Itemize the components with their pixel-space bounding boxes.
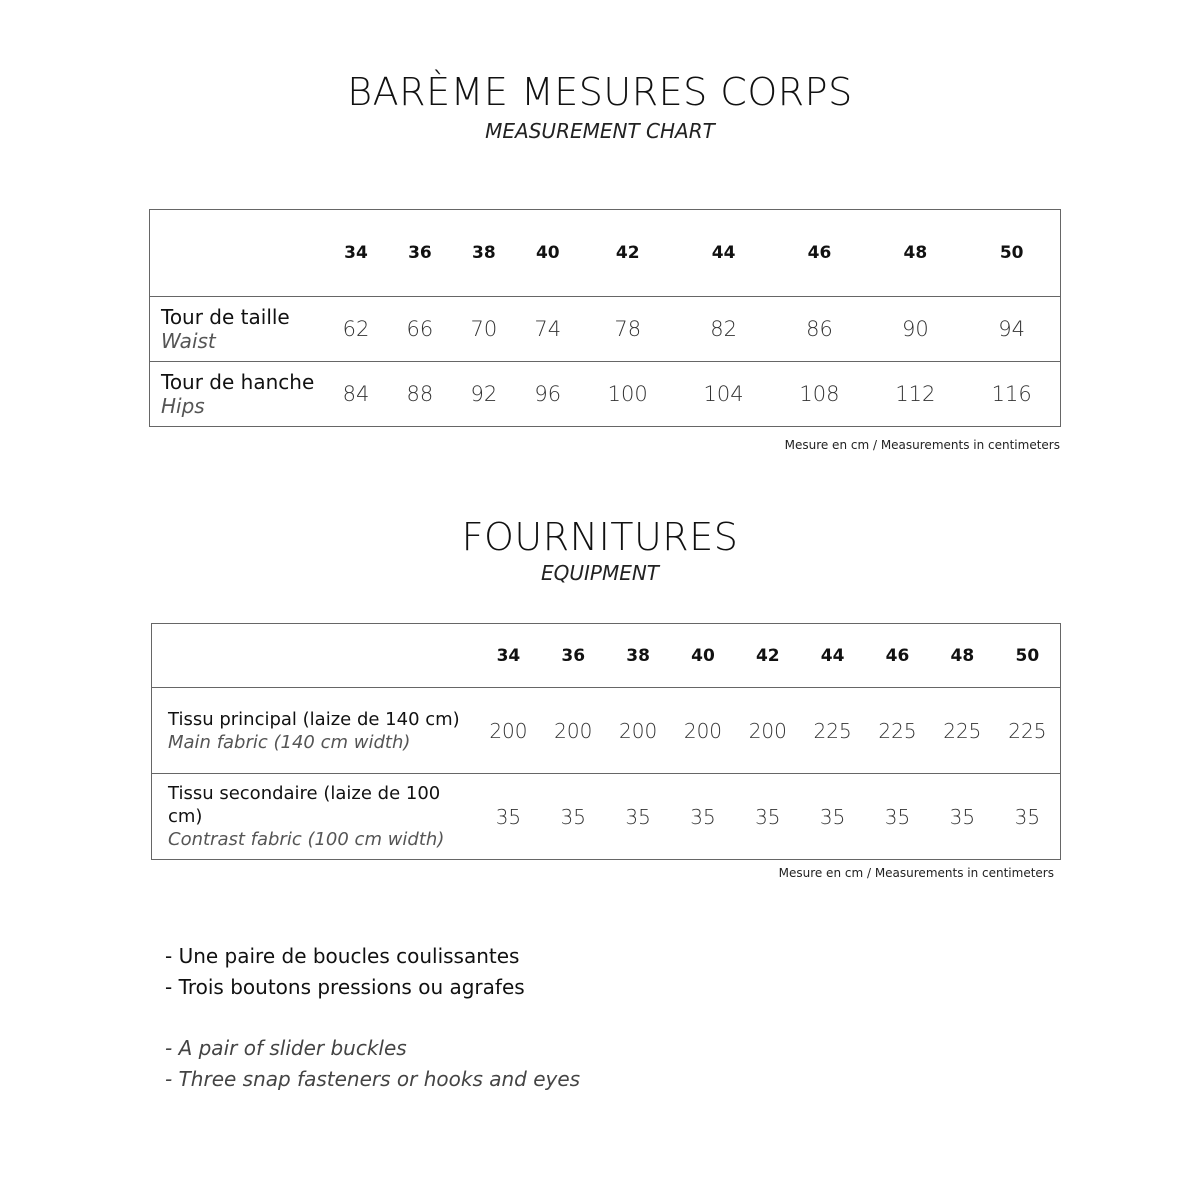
size-header: 40 [535, 243, 560, 263]
value-cell: 35 [949, 804, 976, 829]
accessories-list-en [165, 1033, 580, 1095]
size-header: 34 [496, 645, 521, 666]
row-label-en: Contrast fabric (100 cm width) [168, 829, 445, 850]
row-label [152, 688, 477, 774]
row-label-fr: Tour de hanche [161, 370, 315, 394]
size-header: 48 [903, 243, 928, 263]
size-header: 34 [344, 243, 368, 263]
value-cell: 66 [406, 317, 434, 341]
value-cell: 200 [554, 718, 593, 743]
row-label-fr: Tissu secondaire (laize de 100 cm) [168, 783, 441, 827]
value-cell: 35 [755, 804, 781, 829]
value-cell: 200 [748, 718, 787, 743]
size-header: 42 [755, 645, 780, 666]
value-cell: 225 [1008, 718, 1047, 743]
value-cell: 92 [470, 382, 498, 406]
value-cell: 88 [406, 382, 434, 406]
size-header: 50 [999, 243, 1024, 263]
row-label-en: Hips [161, 394, 205, 418]
value-cell: 200 [619, 718, 658, 743]
hips-row [150, 362, 1061, 427]
size-header: 46 [885, 645, 910, 666]
size-header-row [150, 210, 1061, 297]
value-cell: 112 [895, 382, 936, 406]
measurement-title: BARÈME MESURES CORPS [347, 70, 853, 114]
value-cell: 78 [614, 317, 642, 341]
value-cell: 35 [495, 804, 522, 829]
value-cell: 70 [470, 317, 498, 341]
accessories-list-fr [165, 941, 525, 1003]
value-cell: 100 [607, 382, 648, 406]
row-label [152, 774, 477, 860]
value-cell: 84 [342, 382, 370, 406]
value-cell: 96 [534, 382, 562, 406]
value-cell: 90 [902, 317, 929, 341]
size-header: 42 [615, 243, 640, 263]
value-cell: 108 [799, 382, 840, 406]
row-label-fr: Tour de taille [161, 305, 290, 329]
size-header: 44 [711, 243, 736, 263]
value-cell: 86 [806, 317, 833, 341]
row-label-en: Main fabric (140 cm width) [168, 731, 411, 753]
row-label-en: Waist [161, 329, 216, 353]
measurement-subtitle: MEASUREMENT CHART [485, 119, 715, 143]
value-cell: 104 [703, 382, 744, 406]
size-header: 38 [626, 645, 650, 666]
size-header: 36 [561, 645, 586, 666]
size-header: 40 [691, 645, 715, 666]
list-item: - Une paire de boucles coulissantes [165, 944, 520, 968]
measurement-unit-note: Mesure en cm / Measurements in centimeters [784, 438, 1060, 452]
equipment-table [151, 623, 1061, 860]
size-header: 44 [820, 645, 845, 666]
value-cell: 62 [342, 317, 370, 341]
contrast-fabric-row [152, 774, 1061, 860]
equipment-subtitle: EQUIPMENT [540, 561, 660, 585]
row-label [150, 362, 325, 427]
size-header: 48 [950, 645, 975, 666]
value-cell: 225 [943, 718, 982, 743]
row-label-fr: Tissu principal (laize de 140 cm) [168, 708, 460, 730]
list-item: - A pair of slider buckles [165, 1036, 407, 1060]
value-cell: 116 [991, 382, 1032, 406]
equipment-unit-note: Mesure en cm / Measurements in centimeters [778, 866, 1054, 880]
value-cell: 82 [710, 317, 737, 341]
value-cell: 225 [813, 718, 852, 743]
value-cell: 35 [884, 804, 911, 829]
waist-row [150, 297, 1061, 362]
list-item: - Three snap fasteners or hooks and eyes [165, 1067, 581, 1091]
row-label [150, 297, 325, 362]
value-cell: 35 [1014, 804, 1041, 829]
value-cell: 225 [878, 718, 917, 743]
header-label-cell [150, 210, 325, 297]
value-cell: 200 [489, 718, 528, 743]
value-cell: 74 [534, 317, 562, 341]
value-cell: 35 [819, 804, 846, 829]
list-item: - Trois boutons pressions ou agrafes [165, 975, 525, 999]
value-cell: 35 [560, 804, 586, 829]
size-header: 38 [472, 243, 496, 263]
value-cell: 35 [690, 804, 716, 829]
value-cell: 94 [998, 317, 1026, 341]
measurement-table [149, 209, 1061, 427]
main-fabric-row [152, 688, 1061, 774]
size-header: 46 [807, 243, 832, 263]
equipment-title: FOURNITURES [461, 515, 739, 559]
value-cell: 200 [683, 718, 723, 743]
size-header: 36 [408, 243, 432, 263]
size-header-row [152, 624, 1061, 688]
header-label-cell [152, 624, 477, 688]
value-cell: 35 [625, 804, 651, 829]
size-header: 50 [1015, 645, 1040, 666]
